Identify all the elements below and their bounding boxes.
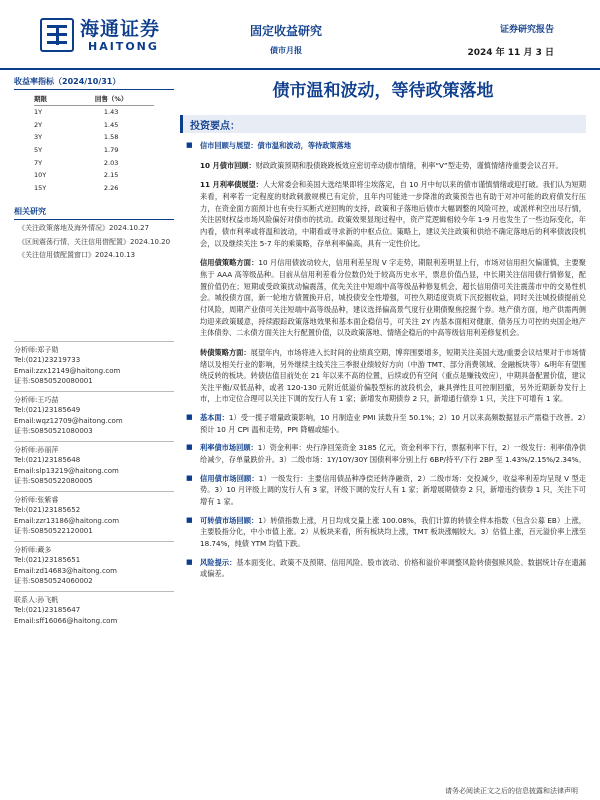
bullet-label: 可转债市场回顾： <box>200 515 259 525</box>
paragraph-label: 转债策略方面： <box>200 347 251 357</box>
analyst-cert: 证书:S0850522080005 <box>14 477 93 486</box>
yield-value: 1.58 <box>103 133 119 142</box>
yield-value: 2.15 <box>103 171 119 180</box>
analyst-cert: 证书:S0850521080003 <box>14 427 93 436</box>
analyst-email[interactable]: Email:slp13219@haitong.com <box>14 466 119 475</box>
header-divider <box>0 68 600 70</box>
analyst-tel: Tel:(021)23185648 <box>14 456 81 465</box>
bullet-item <box>180 557 586 580</box>
analyst-tel: Tel:(021)23185649 <box>14 406 81 415</box>
related-research-title: 相关研究 <box>14 204 174 220</box>
table-row <box>34 119 154 132</box>
bullet-label: 信用债市场回顾： <box>200 473 259 483</box>
analyst-email[interactable]: Email:wqz12709@haitong.com <box>14 416 123 425</box>
table-row <box>34 106 154 119</box>
bullet-item <box>180 442 586 465</box>
related-research-item[interactable]: 《关注政策落地及海外情况》2024.10.27 <box>18 224 150 233</box>
analyst-email[interactable]: Email:zzr13186@haitong.com <box>14 516 120 525</box>
logo-cn-text: 海通证券 <box>80 18 161 40</box>
yield-term: 15Y <box>34 183 47 192</box>
bullet-text: 1）资金利率：央行净回笼资金 3185 亿元，资金利率下行，票据利率下行，2）一级发行：利率债净供给减少，存单量跌价升。3）二级市场：1Y/10Y/30Y 国债利率分别上行 6BP/持平/下行 2BP 至 1.43%/2.15%/2.34%。 <box>200 443 586 465</box>
paragraph-text: 10 月信用债波动较大，信用利差呈现 V 字走势，期限利差明显上行，市场对信用担欠偏谨慎，主要聚焦于 AAA 高等级品种。目前从信用利差看分位数仍处于较高历史水平，票息价值凸显，中长期关注信用债行情修复，配置价值仍在；短期或受政策扰动偏震荡，优先关注中短端中高等级品种修复机会，超长信用债可关注震荡市中的交易性机会。城投债方面，新一轮地方债置换开启，城投债安全性增强，可控久期适度资质下沉挖掘收益，同时关注城投债提前兑付风险，周期产业债可关注短端中高等级品种，建议选择偏高景气度行业期债聚焦挖掘个券。地产债方面，地产供需两侧均迎来政策暖意，持续跟踪政策落地效果和基本面企稳信号，可关注 2Y 内基本面相对健康、债务压力可控的央国企地产主体债券、二永债方面关注大行配置价值，以及政策落地、情绪企稳后的中高等级信用利差修复机会。 <box>200 258 586 338</box>
main-content <box>180 74 586 580</box>
paragraph <box>180 179 586 249</box>
yield-value: 1.79 <box>103 146 119 155</box>
key-points-bar <box>180 115 586 133</box>
paragraph-label: 信用债策略方面： <box>200 258 259 268</box>
key-points-title: 投资要点： <box>190 120 240 132</box>
bullet-text: 基本面变化、政策不及预期、信用风险、股市波动、价格和溢价率调整风险转债强赎风险、数据统计存在遗漏或偏差。 <box>200 557 586 579</box>
bullet-item <box>180 473 586 508</box>
company-logo <box>40 14 170 60</box>
analyst-card <box>14 491 174 537</box>
analyst-name: 分析师:张紫睿 <box>14 495 59 504</box>
analyst-tel: Tel:(021)23219733 <box>14 356 81 365</box>
page-title: 债市温和波动，等待政策落地 <box>272 81 494 101</box>
analyst-name: 分析师:藏多 <box>14 545 52 554</box>
yield-header-term: 期限 <box>34 92 68 106</box>
report-subcategory: 债市月报 <box>270 46 302 55</box>
paragraph-label: 11 月利率债展望： <box>200 180 263 190</box>
paragraph-text: 展望年内，市场将进入长时间的业绩真空期，博弈围要增多，短期关注美国大选/重要会议结果对于市场情绪以及相关行业的影响，另外继续主线关注三季报业绩较好方向（中游 TMT、部分消费领域、金融板块等）&明年有望围绕反转的板块。转债估值目前处在 21 年以来不高的位置，后续或仍有空间（重点是赚钱效应），中期具备配置价值，建议关注平衡/双低品种，或者 120-130 元附近低溢价偏股型标的波段机会，兼具弹性且可控制回撤，另外近期新券发行上市，上市定位合理可以关注下调的发行人有 1 家；新增发布期债券 2 只，新增通行债券 1 只，关注下可增有 1 家。 <box>200 347 586 404</box>
paragraph-label: 10 月债市回顾： <box>200 160 256 170</box>
report-header <box>0 0 600 66</box>
analyst-card <box>14 591 174 627</box>
paragraph <box>180 347 586 405</box>
yield-term: 10Y <box>34 171 47 180</box>
analyst-email[interactable]: Email:sff16066@haitong.com <box>14 616 118 625</box>
yield-table <box>34 92 154 194</box>
bullet-label: 风险提示： <box>200 557 237 567</box>
analyst-cert: 证书:S0850520080001 <box>14 377 93 386</box>
paragraph <box>180 257 586 339</box>
yield-value: 2.26 <box>103 183 119 192</box>
analyst-tel: Tel:(021)23185651 <box>14 556 81 565</box>
bullet-text: 1）受一揽子增量政策影响，10 月制造业 PMI 读数升至 50.1%；2）10 月以来高频数据显示产需稳于改善。2）预计 10 月 CPI 温和走势，PPI 降幅或缩小。 <box>200 413 586 434</box>
bullet-item <box>180 412 586 435</box>
analyst-cert: 证书:S0850522120001 <box>14 527 93 536</box>
report-category: 固定收益研究 <box>249 24 322 38</box>
review-heading <box>180 140 586 152</box>
analyst-tel: Tel:(021)23185647 <box>14 606 81 615</box>
yield-value: 2.03 <box>103 158 119 167</box>
yield-header-value: 回售（%） <box>68 92 154 106</box>
review-heading-text: 信市回顾与展望：债市温和波动，等待政策落地 <box>200 141 351 150</box>
analyst-card <box>14 541 174 587</box>
report-type: 证券研究报告 <box>499 25 554 35</box>
logo-icon <box>40 18 74 52</box>
yield-term: 2Y <box>34 120 43 129</box>
sidebar <box>14 74 174 630</box>
related-research-item[interactable]: 《区间震荡行情，关注信用借配置》2024.10.20 <box>18 237 171 246</box>
yield-term: 1Y <box>34 108 43 117</box>
analyst-card <box>14 441 174 487</box>
legal-footer: 请务必阅读正文之后的信息披露和法律声明 <box>445 787 578 795</box>
analyst-card <box>14 341 174 387</box>
bullet-text: 1）转债指数上涨，月日均成交量上涨 100.08%，我们计算的转债全样本指数（包含公募 EB）上涨，主要股指分化，中小市值上涨。2）从板块来看，所有板块均上涨，TMT 板块涨幅较大。3）估值上涨，百元溢价率上涨至 18.74%，纯债 YTM 均值下跌。 <box>200 515 586 549</box>
bullet-label: 基本面： <box>200 413 229 423</box>
paragraph-text: 人大常委会和美国大选结果即将尘埃落定，自 10 月中旬以来的债市谨慎情绪或迎打破。我们认为短期来看，利率若一定程度的财政刺激规模已有定价，且年内可能进一步降准的政策预告也有助于对冲可能的政府债发行压力，在资金面方面预计也有央行买断式逆回购的支持，政策和子落地后债市大幅调整的风险可控，或派样利空出尽行情，关注居财权益市场风险偏好对债市的扰动。政策效果显现过程中，资产荒逻辑相较今年 1-9 月也发生了一些边际变化，年内看，债市利率或将温和波动，中期看或寻求新的中枢点位。策略上，建议关注政策和供给不确定落地后的利率债波段机会，以及继续关注 5-7 年的乘策略，存单利率偏高，具有一定性价比。 <box>200 180 586 248</box>
yield-term: 3Y <box>34 133 43 142</box>
yield-table-title: 收益率指标（2024/10/31） <box>14 74 174 90</box>
analyst-tel: Tel:(021)23185652 <box>14 506 81 515</box>
yield-term: 7Y <box>34 158 43 167</box>
yield-term: 5Y <box>34 146 43 155</box>
yield-value: 1.45 <box>103 120 119 129</box>
analyst-email[interactable]: Email:zzx12149@haitong.com <box>14 366 121 375</box>
bullet-text: 1）一级发行：主要信用债品种净偿还转净融资，2）二级市场：交投减少，收益率利差均呈现 V 型走势。3）10 月评级上调的发行人有 3 家，评级下调的发行人有 1 家；新增展期债券 2 只，新增违约债券 1 只，关注下可增有 1 家。 <box>200 473 586 507</box>
analyst-name: 联系人:孙飞帆 <box>14 595 59 604</box>
logo-en-text: HAITONG <box>88 40 159 53</box>
analyst-card <box>14 391 174 437</box>
paragraph-text: 财政政策预期和股债跷跷板效应密切牵动债市情绪，利率“V”型走势，谨慎情绪待重要会议召开。 <box>255 160 563 170</box>
bullet-item <box>180 515 586 550</box>
table-row <box>34 144 154 157</box>
analyst-name: 分析师:郑子勋 <box>14 345 59 354</box>
analyst-cert: 证书:S0850524060002 <box>14 577 93 586</box>
related-research-item[interactable]: 《关注信用债配置窗口》2024.10.13 <box>18 251 136 260</box>
yield-value: 1.43 <box>103 108 119 117</box>
analyst-name: 分析师:孙丽萍 <box>14 445 59 454</box>
table-row <box>34 182 154 195</box>
table-row <box>34 156 154 169</box>
table-row <box>34 169 154 182</box>
paragraph <box>180 160 586 172</box>
table-row <box>34 131 154 144</box>
analyst-email[interactable]: Email:zd14683@haitong.com <box>14 566 117 575</box>
bullet-label: 利率债市场回顾： <box>200 443 258 453</box>
analyst-list <box>14 341 174 627</box>
report-date: 2024 年 11 月 3 日 <box>467 48 554 58</box>
analyst-name: 分析师:王巧喆 <box>14 395 59 404</box>
